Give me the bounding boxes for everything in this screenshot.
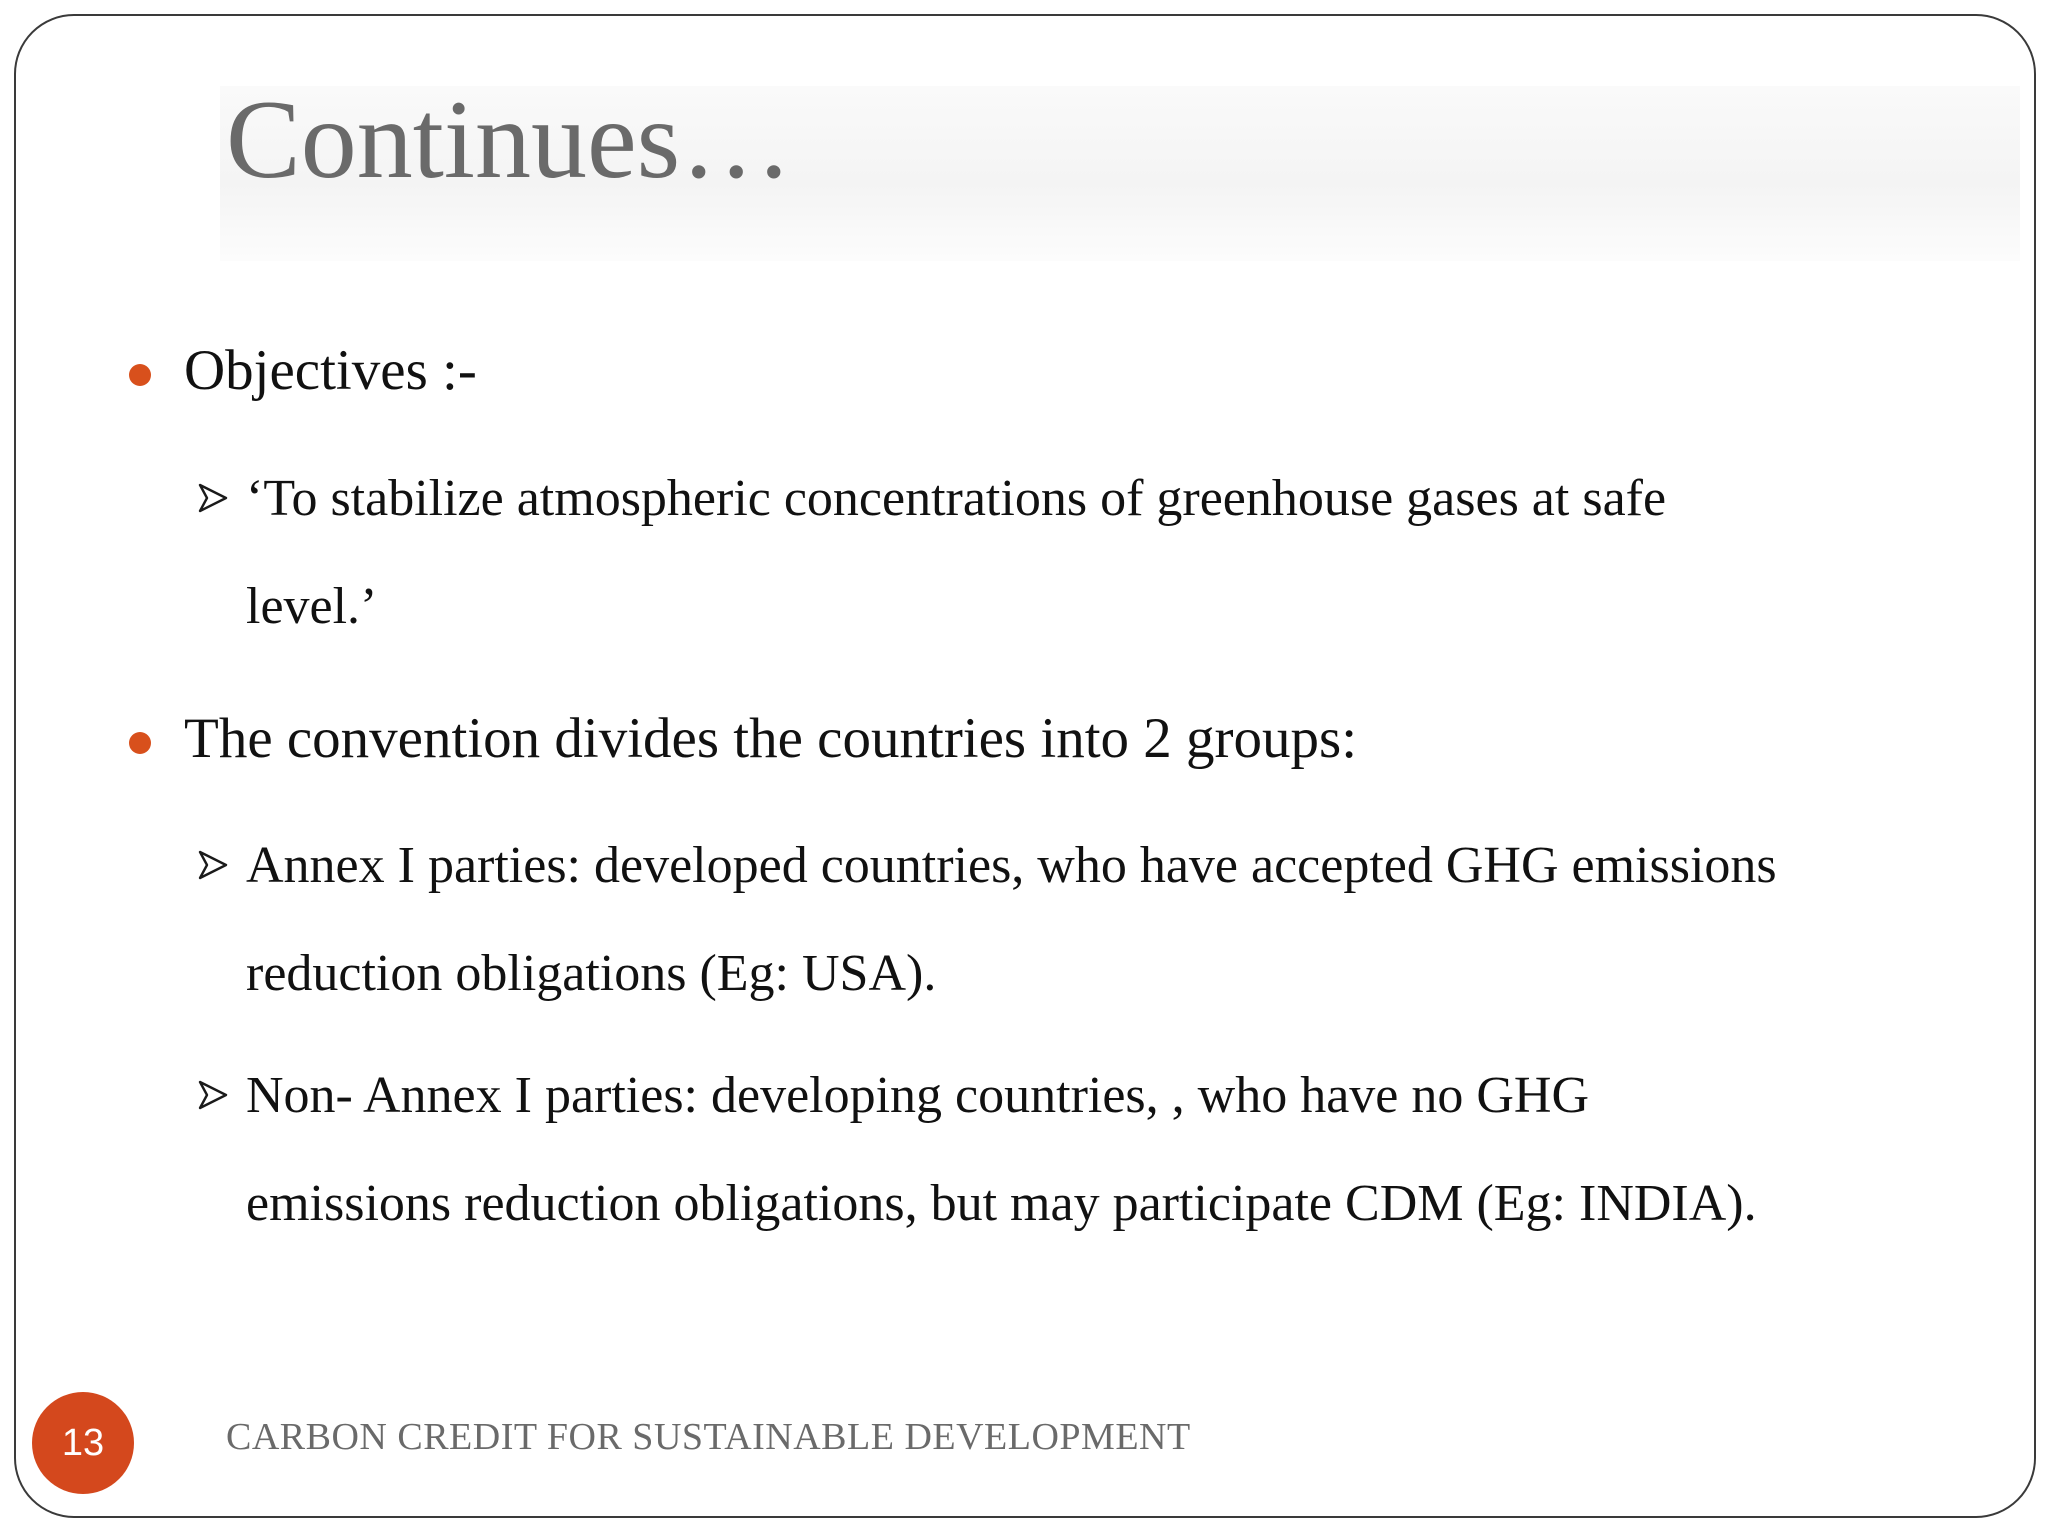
arrow-bullet-icon (198, 1080, 228, 1110)
bullet-dot-icon (129, 364, 151, 386)
annex-i-line-1: Annex I parties: developed countries, who have accepted GHG emissions (246, 837, 1777, 894)
page-number-badge: 13 (32, 1392, 134, 1494)
bullet-convention: The convention divides the countries into 2 groups: (184, 707, 1358, 770)
slide-title: Continues… (226, 78, 793, 202)
non-annex-i-line-1: Non- Annex I parties: developing countries, , who have no GHG (246, 1067, 1590, 1124)
footer-text: CARBON CREDIT FOR SUSTAINABLE DEVELOPMENT (226, 1416, 1191, 1458)
non-annex-i-line-2: emissions reduction obligations, but may participate CDM (Eg: INDIA). (246, 1175, 1757, 1232)
objective-line-2: level.’ (246, 578, 378, 635)
bullet-dot-icon (129, 732, 151, 754)
objective-line-1: ‘To stabilize atmospheric concentrations of greenhouse gases at safe (246, 470, 1667, 527)
bullet-objectives: Objectives :- (184, 339, 477, 402)
annex-i-line-2: reduction obligations (Eg: USA). (246, 945, 937, 1002)
arrow-bullet-icon (198, 483, 228, 513)
arrow-bullet-icon (198, 850, 228, 880)
